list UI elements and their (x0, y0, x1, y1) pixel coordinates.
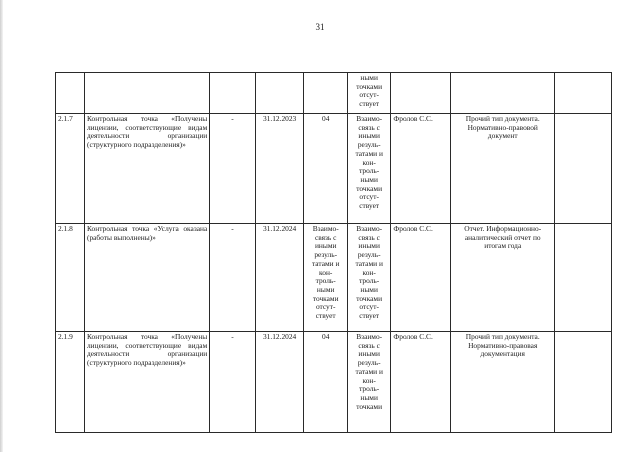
table-row (56, 114, 612, 224)
cell-result: 04 (304, 114, 347, 224)
cell-relation (347, 114, 390, 224)
cell-col3 (210, 73, 256, 114)
cell-document: Отчет. Информационно-аналитический отчет по итогам года (451, 224, 555, 332)
cell-col3: - (210, 224, 256, 332)
cell-responsible: Фролов С.С. (391, 332, 451, 433)
control-points-table (55, 72, 612, 433)
result-line: связь с (314, 232, 337, 242)
cell-date (255, 73, 304, 114)
table-row (56, 224, 612, 332)
relation-line: точками (356, 293, 383, 303)
result-line: точками (312, 293, 339, 303)
result-line: ными (316, 284, 335, 294)
cell-last (555, 332, 612, 433)
result-line: иными (314, 241, 337, 251)
relation-line: резуль- (357, 250, 381, 260)
cell-result (304, 224, 347, 332)
cell-col3: - (210, 114, 256, 224)
cell-result (304, 73, 347, 114)
relation-line: ствует (359, 311, 380, 321)
result-line: отсут- (315, 302, 336, 312)
relation-line: точками (356, 401, 383, 411)
result-line: кон- (319, 267, 333, 277)
relation-line: троль- (359, 276, 380, 286)
relation-line: отсут- (359, 192, 379, 202)
table-row (56, 332, 612, 433)
cell-document: Прочий тип документа. Нормативно-правовой документ (451, 114, 555, 224)
cell-relation (347, 73, 390, 114)
relation-line: точками (356, 81, 383, 91)
page-number: 31 (315, 22, 325, 32)
relation-line: резуль- (357, 140, 381, 150)
relation-line: татами и (355, 366, 383, 376)
relation-line: кон- (362, 157, 376, 167)
relation-line: ными (360, 174, 378, 184)
relation-line: троль- (359, 166, 380, 176)
cell-name: Контрольная точка «Получены лицензии, соответствующие видам деятельности организации (структурного подразделения)» (84, 332, 209, 433)
cell-document (451, 73, 555, 114)
relation-line: резуль- (357, 358, 381, 368)
relation-line: ствует (359, 99, 380, 109)
relation-line: иными (358, 349, 380, 359)
relation-line: связь с (358, 122, 380, 132)
relation-line: иными (358, 241, 380, 251)
relation-line: отсут- (359, 302, 379, 312)
cell-last (555, 224, 612, 332)
relation-line: кон- (362, 267, 376, 277)
cell-num: 2.1.7 (56, 114, 85, 224)
relation-line: троль- (359, 384, 380, 394)
relation-line: связь с (358, 232, 380, 242)
cell-responsible: Фролов С.С. (391, 224, 451, 332)
relation-line: отсут- (359, 90, 379, 100)
cell-col3: - (210, 332, 256, 433)
cell-last (555, 73, 612, 114)
result-line: троль- (315, 276, 336, 286)
relation-line: иными (358, 131, 380, 141)
cell-num (56, 73, 85, 114)
cell-date: 31.12.2024 (255, 332, 304, 433)
cell-responsible: Фролов С.С. (391, 114, 451, 224)
relation-line: Взаимо- (356, 114, 383, 123)
result-line: Взаимо- (312, 224, 339, 233)
cell-responsible (391, 73, 451, 114)
relation-line: ными (360, 392, 378, 402)
relation-line: ствует (359, 201, 380, 211)
relation-line: Взаимо- (356, 224, 383, 233)
cell-name (84, 73, 209, 114)
relation-line: татами и (355, 258, 383, 268)
result-line: татами и (311, 258, 340, 268)
cell-result: 04 (304, 332, 347, 433)
cell-num: 2.1.9 (56, 332, 85, 433)
cell-last (555, 114, 612, 224)
cell-date: 31.12.2024 (255, 224, 304, 332)
cell-num: 2.1.8 (56, 224, 85, 332)
cell-date: 31.12.2023 (255, 114, 304, 224)
relation-line: связь с (358, 340, 380, 350)
relation-line: ными (360, 73, 378, 82)
cell-relation (347, 224, 390, 332)
table-row-carry-over (56, 73, 612, 114)
scan-edge-shadow (0, 0, 3, 452)
relation-line: точками (356, 183, 383, 193)
cell-relation (347, 332, 390, 433)
cell-name: Контрольная точка «Получены лицензии, соответствующие видам деятельности организации (структурного подразделения)» (84, 114, 209, 224)
result-line: ствует (315, 311, 336, 321)
relation-line: кон- (362, 375, 376, 385)
relation-line: татами и (355, 148, 383, 158)
relation-line: Взаимо- (356, 332, 383, 341)
result-line: резуль- (314, 250, 338, 260)
cell-name: Контрольная точка «Услуга оказана (работы выполнены)» (84, 224, 209, 332)
cell-document: Прочий тип документа. Нормативно-правовая документация (451, 332, 555, 433)
relation-line: ными (360, 284, 378, 294)
